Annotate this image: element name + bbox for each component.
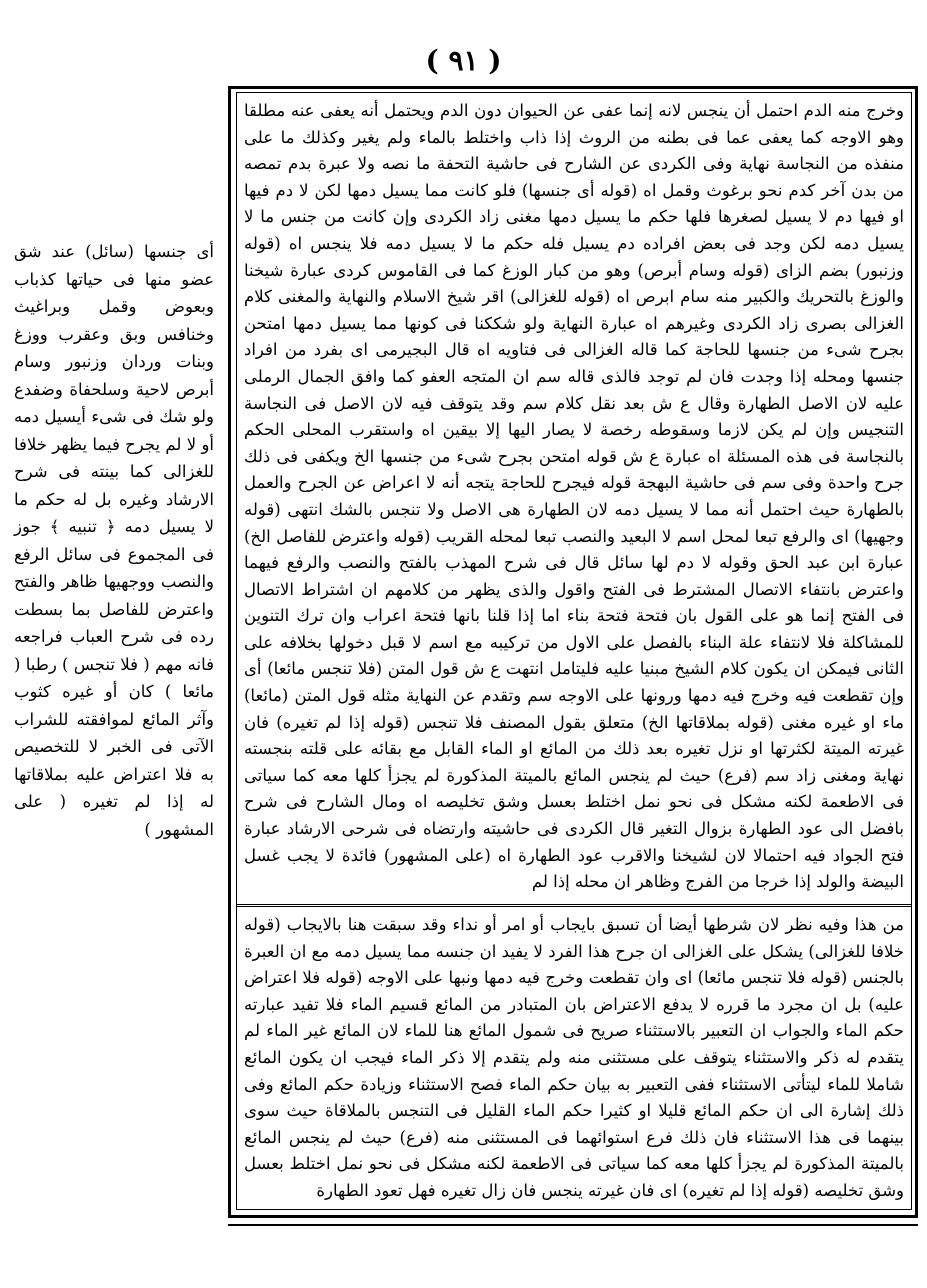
section-divider (236, 904, 912, 907)
bottom-rule (228, 1224, 918, 1226)
lower-commentary-text: من هذا وفيه نظر لان شرطها أيضا أن تسبق بايجاب أو امر أو نداء وقد سبقت هنا بالايجاب (قوله خلافا للغزالى) يشكل على الغزالى ان جرح هذا الفرد لا يفيد ان جنسه مما يسيل دمه مع ان العبرة بالجنس (قوله فلا تنجس مائعا) اى وان تقطعت وخرج فيه دمها ونبها على الاوجه (قوله فلا اعتراض عليه) بل ان مجرد ما قرره لا يدفع الاعتراض بان المتبادر من المائع قسيم الماء فلا تفيد عبارته حكم الماء والجواب ان التعبير بالاستثناء صريح فى شمول المائع هنا للماء لان المائع غير الماء لم يتقدم له ذكر والاستثناء يتوقف على مستثنى منه ولم يتقدم إلا ذكر الماء فيجب ان يكون المائع شاملا للماء ليتأتى الاستثناء ففى التعبير به بيان حكم الماء فصح الاستثناء وزيادة حكم المائع وفى ذلك إشارة الى ان حكم المائع قليلا او كثيرا حكم الماء القليل فى التنجس بالملاقاة حيث سوى بينهما فى هذا الاستثناء فان ذلك فرع استوائهما فى المستثنى منه (فرع) حيث لم ينجس المائع بالميتة المذكورة لم يجزأ كلها معه كما سياتى فى الاطعمة لكنه مشكل فى نحو نمل اختلط بعسل وشق تخليصه (قوله إذا لم تغيره) اى فان غيرته ينجس فان زال تغيره فهل تعود الطهارة (244, 915, 904, 1200)
main-commentary-text: وخرج منه الدم احتمل أن ينجس لانه إنما عفى عن الحيوان دون الدم ويحتمل أنه يعفى عنه مطلقا وهو الاوجه كما يعفى عما فى بطنه من الروث إذا ذاب واختلط بالماء ولم يغير وكذلك ما على منفذه من النجاسة نهاية وفى الكردى عن الشارح فى حاشية التحفة ما نصه ولا عبرة بدم تمصه من بدن آخر كدم نحو برغوث وقمل اه (قوله أى جنسها) فلو كانت مما يسيل دمها لكن لا دم فيها او فيها دم لا يسيل لصغرها فلها حكم ما يسيل دمها مغنى زاد الكردى وإن كانت من جنس ما لا يسيل دمه لكن وجد فى بعض افراده دم يسيل فله حكم ما لا يسيل دمه فلا ينجس اه (قوله وزنبور) بضم الزاى (قوله وسام أبرص) وهو من كبار الوزغ كما فى القاموس كردى عبارة شيخنا والوزغ بالتحريك والكبير منه سام ابرص اه (قوله للغزالى) اقر شيخ الاسلام والنهاية والمغنى كلام الغزالى بصرى زاد الكردى وغيرهم اه عبارة النهاية ولو شككنا فى كونها مما يسيل دمها امتحن بجرح شىء من جنسها للحاجة كما قاله الغزالى فى فتاويه اه قال البجيرمى اى بفرد من افراد جنسها ومحله إذا وجدت فان لم توجد فالذى قاله سم ان المتجه العفو كما وافق الجمال الرملى عليه لان الاصل الطهارة وقال ع ش بعد نقل كلام سم وقد يتوقف فيه لان الاصل فى النجاسة التنجيس وإن لم يكن لازما وسقوطه رخصة لا يصار اليها إلا بيقين اه واستقرب المحلى الحكم بالنجاسة فى هذه المسئلة اه عبارة ع ش قوله امتحن بجرح شىء من جنسها الخ ويكفى فى ذلك جرح واحدة وفى سم فى حاشية البهجة قوله فيجرح للحاجة يتجه أنه لا اعراض عن الجرح والعمل بالطهارة حيث احتمل أنه مما لا يسيل دمه لان الطهارة هى الاصل ولا تنجس بالشك انتهى (قوله وجهيها) اى والرفع تبعا لمحل اسم لا البعيد والنصب تبعا لمحله القريب (قوله واعترض للفاصل الخ) عبارة ابن عبد الحق وقوله لا دم لها سائل قال فى شرح المهذب بالفتح والنصب والرفع فيهما واعترض بانتفاء الاتصال المشترط فى الفتح واقول والذى يظهر من كلامهم ان اشتراط الاتصال فى الفتح إنما هو على القول بان فتحة فتحة بناء اما إذا قلنا بانها فتحة اعراب وان ترك التنوين للمشاكلة فلا لانتفاء علة البناء بالفصل على الاول من تركيبه مع اسم لا قبل دخولها بخلافه على الثانى فيمكن ان يكون كلام الشيخ مبنيا عليه فليتامل انتهت ع ش قول المتن (فلا تنجس مائعا) أى وإن تقطعت فيه وخرج فيه دمها ورونها على الاوجه سم وتقدم عن النهاية مثله قول المتن (مائعا) ماء او غيره مغنى (قوله بملاقاتها الخ) متعلق بقول المصنف فلا تنجس (قوله إذا لم تغيره) فان غيرته الميتة لكثرتها او نزل تغيره بعد ذلك من المائع او الماء القابل مع بقائه على قلته بنجسته نهاية ومغنى زاد سم (فرع) حيث لم ينجس المائع بالميتة المذكورة لم يجزأ كلها معه كما سياتى فى الاطعمة لكنه مشكل فى نحو نمل اختلط بعسل وشق تخليصه اه ومال الشارح فى شرح بافضل الى عود الطهارة بزوال التغير قال الكردى فى حاشيته وارتضاه فى شرحى الارشاد عبارة فتح الجواد فيه احتمالا لان لشيخنا والاقرب عود الطهارة اه (على المشهور) فائدة لا يجب غسل البيضة والولد إذا خرجا من الفرج وظاهر ان محله إذا لم (244, 101, 904, 892)
margin-matn-text: أى جنسها (سائل) عند شق عضو منها فى حياتها كذباب وبعوض وقمل وبراغيث وخنافس وبق وعقرب ووزغ وبنات وردان وزنبور وسام أبرص لاحية وسلحفاة وضفدع ولو شك فى شىء أيسيل دمه أو لا لم يجرح فيما يظهر خلافا للغزالى كما بينته فى شرح الارشاد وغيره بل له حكم ما لا يسيل دمه ﴿ تنبيه ﴾ جوز فى المجموع فى سائل الرفع والنصب ووجهيها ظاهر والفتح واعترض للفاصل بما بسطت رده فى شرح العباب فراجعه فانه مهم ( فلا تنجس ) رطبا ( مائعا ) كان أو غيره كثوب وآثر المائع لموافقته للشراب الآتى فى الخبر لا للتخصيص به فلا اعتراض عليه بملاقاتها له إذا لم تغيره ( على المشهور ) (14, 242, 214, 839)
page-number: ( ٩١ ) (425, 44, 502, 77)
